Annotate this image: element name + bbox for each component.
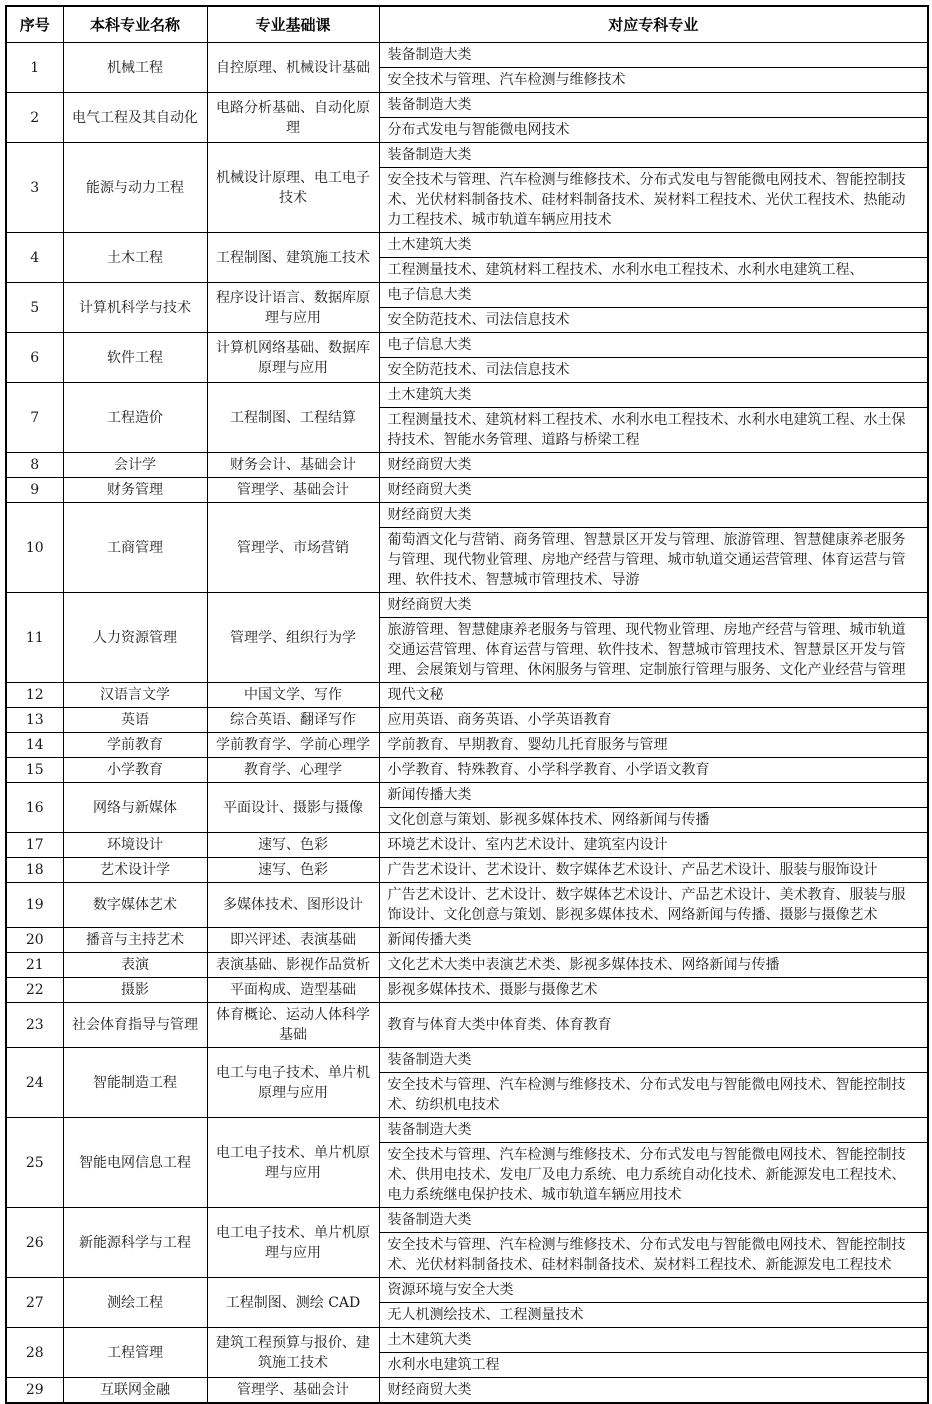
- mapped-majors-wrap: [380, 833, 928, 857]
- foundation-courses-cell: 机械设计原理、电工电子技术: [207, 143, 379, 233]
- mapped-majors-wrap: [380, 858, 928, 882]
- table-row: [6, 233, 928, 283]
- table-row: [6, 43, 928, 93]
- undergrad-major-cell: 播音与主持艺术: [63, 928, 207, 953]
- mapped-majors-wrap: [380, 733, 928, 757]
- mapped-majors-cell: [379, 503, 928, 593]
- table-row: [6, 383, 928, 453]
- mapped-majors-cell: [379, 143, 928, 233]
- table-row: [6, 1118, 928, 1208]
- undergrad-major-cell: 能源与动力工程: [63, 143, 207, 233]
- table-row: [6, 593, 928, 683]
- foundation-courses-cell: 财务会计、基础会计: [207, 453, 379, 478]
- mapped-majors-wrap: [380, 143, 928, 232]
- foundation-courses-cell: 电工电子技术、单片机原理与应用: [207, 1208, 379, 1278]
- mapped-majors-wrap: [380, 503, 928, 592]
- foundation-courses-cell: 计算机网络基础、数据库原理与应用: [207, 333, 379, 383]
- row-number-cell: 4: [6, 233, 63, 283]
- mapped-majors-wrap: [380, 453, 928, 477]
- mapped-majors-cell: [379, 783, 928, 833]
- header-undergrad-major: 本科专业名称: [63, 6, 207, 43]
- table-row: [6, 453, 928, 478]
- mapped-majors-wrap: [380, 233, 928, 282]
- row-number-cell: 13: [6, 708, 63, 733]
- mapped-majors-wrap: [380, 283, 928, 332]
- major-list-subcell: 安全技术与管理、汽车检测与维修技术、分布式发电与智能微电网技术、智能控制技术、供用电技术、发电厂及电力系统、电力系统自动化技术、新能源发电工程技术、电力系统继电保护技术、城市轨道车辆应用技术: [380, 1142, 928, 1207]
- row-number-cell: 7: [6, 383, 63, 453]
- mapped-majors-cell: [379, 1378, 928, 1404]
- undergrad-major-cell: 计算机科学与技术: [63, 283, 207, 333]
- table-row: [6, 928, 928, 953]
- row-number-cell: 16: [6, 783, 63, 833]
- table-row: [6, 93, 928, 143]
- foundation-courses-cell: 综合英语、翻译写作: [207, 708, 379, 733]
- foundation-courses-cell: 多媒体技术、图形设计: [207, 883, 379, 928]
- row-number-cell: 18: [6, 858, 63, 883]
- undergrad-major-cell: 环境设计: [63, 833, 207, 858]
- row-number-cell: 12: [6, 683, 63, 708]
- undergrad-major-cell: 新能源科学与工程: [63, 1208, 207, 1278]
- mapped-majors-wrap: [380, 1278, 928, 1327]
- mapped-majors-wrap: [380, 1003, 928, 1047]
- table-row: [6, 1378, 928, 1404]
- mapped-majors-cell: [379, 333, 928, 383]
- foundation-courses-cell: 体育概论、运动人体科学基础: [207, 1003, 379, 1048]
- table-row: [6, 478, 928, 503]
- mapped-majors-cell: [379, 93, 928, 143]
- undergrad-major-cell: 互联网金融: [63, 1378, 207, 1404]
- major-list-subcell: 无人机测绘技术、工程测量技术: [380, 1302, 928, 1327]
- row-number-cell: 10: [6, 503, 63, 593]
- table-row: [6, 143, 928, 233]
- row-number-cell: 20: [6, 928, 63, 953]
- mapped-majors-wrap: [380, 333, 928, 382]
- major-category-subcell: 电子信息大类: [387, 287, 472, 303]
- row-number-cell: 29: [6, 1378, 63, 1404]
- row-number-cell: 9: [6, 478, 63, 503]
- major-list-subcell: 旅游管理、智慧健康养老服务与管理、现代物业管理、房地产经营与管理、城市轨道交通运营管理、体育运营与管理、软件技术、智慧城市管理技术、智慧景区开发与管理、会展策划与管理、休闲服务与管理、定制旅行管理与服务、文化产业经营与管理: [380, 617, 928, 682]
- undergrad-major-cell: 测绘工程: [63, 1278, 207, 1328]
- foundation-courses-cell: 建筑工程预算与报价、建筑施工技术: [207, 1328, 379, 1378]
- major-category-subcell: 资源环境与安全大类: [387, 1282, 514, 1298]
- major-list-subcell: 文化创意与策划、影视多媒体技术、网络新闻与传播: [380, 807, 928, 832]
- foundation-courses-cell: 电工与电子技术、单片机原理与应用: [207, 1048, 379, 1118]
- mapped-majors-wrap: [380, 43, 928, 92]
- table-row: [6, 833, 928, 858]
- major-category-subcell: 装备制造大类: [387, 147, 472, 163]
- mapped-majors-wrap: [380, 593, 928, 682]
- undergrad-major-cell: 汉语言文学: [63, 683, 207, 708]
- undergrad-major-cell: 软件工程: [63, 333, 207, 383]
- mapped-majors-wrap: [380, 1118, 928, 1207]
- row-number-cell: 27: [6, 1278, 63, 1328]
- row-number-cell: 15: [6, 758, 63, 783]
- foundation-courses-cell: 速写、色彩: [207, 833, 379, 858]
- foundation-courses-cell: 平面设计、摄影与摄像: [207, 783, 379, 833]
- mapped-majors-wrap: [380, 783, 928, 832]
- undergrad-major-cell: 会计学: [63, 453, 207, 478]
- major-list-subcell: 环境艺术设计、室内艺术设计、建筑室内设计: [387, 837, 668, 853]
- mapped-majors-cell: [379, 683, 928, 708]
- major-list-subcell: 现代文秘: [387, 687, 444, 703]
- mapped-majors-cell: [379, 978, 928, 1003]
- row-number-cell: 28: [6, 1328, 63, 1378]
- major-list-subcell: 葡萄酒文化与营销、商务管理、智慧景区开发与管理、旅游管理、智慧健康养老服务与管理、现代物业管理、房地产经营与管理、城市轨道交通运营管理、体育运营与管理、软件技术、智慧城市管理技术、导游: [380, 527, 928, 592]
- major-category-subcell: 财经商贸大类: [387, 507, 472, 523]
- foundation-courses-cell: 工程制图、工程结算: [207, 383, 379, 453]
- undergrad-major-cell: 英语: [63, 708, 207, 733]
- undergrad-major-cell: 工程造价: [63, 383, 207, 453]
- row-number-cell: 19: [6, 883, 63, 928]
- major-list-subcell: 分布式发电与智能微电网技术: [380, 117, 928, 142]
- table-row: [6, 1003, 928, 1048]
- table-row: [6, 783, 928, 833]
- row-number-cell: 3: [6, 143, 63, 233]
- major-list-subcell: 应用英语、商务英语、小学英语教育: [387, 712, 612, 728]
- major-list-subcell: 安全防范技术、司法信息技术: [380, 357, 928, 382]
- mapped-majors-cell: [379, 1118, 928, 1208]
- undergrad-major-cell: 摄影: [63, 978, 207, 1003]
- mapped-majors-cell: [379, 593, 928, 683]
- undergrad-major-cell: 学前教育: [63, 733, 207, 758]
- foundation-courses-cell: 平面构成、造型基础: [207, 978, 379, 1003]
- foundation-courses-cell: 速写、色彩: [207, 858, 379, 883]
- table-row: [6, 978, 928, 1003]
- major-list-subcell: 财经商贸大类: [387, 482, 472, 498]
- undergrad-major-cell: 数字媒体艺术: [63, 883, 207, 928]
- foundation-courses-cell: 工程制图、测绘 CAD: [207, 1278, 379, 1328]
- major-list-subcell: 新闻传播大类: [387, 932, 472, 948]
- row-number-cell: 26: [6, 1208, 63, 1278]
- major-list-subcell: 安全技术与管理、汽车检测与维修技术、分布式发电与智能微电网技术、智能控制技术、纺织机电技术: [380, 1072, 928, 1117]
- major-category-subcell: 装备制造大类: [387, 1212, 472, 1228]
- mapped-majors-wrap: [380, 883, 928, 927]
- row-number-cell: 14: [6, 733, 63, 758]
- undergrad-major-cell: 工程管理: [63, 1328, 207, 1378]
- major-category-subcell: 装备制造大类: [387, 47, 472, 63]
- foundation-courses-cell: 即兴评述、表演基础: [207, 928, 379, 953]
- mapped-majors-wrap: [380, 683, 928, 707]
- row-number-cell: 23: [6, 1003, 63, 1048]
- major-list-subcell: 学前教育、早期教育、婴幼儿托育服务与管理: [387, 737, 668, 753]
- mapped-majors-wrap: [380, 383, 928, 452]
- row-number-cell: 21: [6, 953, 63, 978]
- table-row: [6, 758, 928, 783]
- foundation-courses-cell: 中国文学、写作: [207, 683, 379, 708]
- foundation-courses-cell: 自控原理、机械设计基础: [207, 43, 379, 93]
- major-list-subcell: 影视多媒体技术、摄影与摄像艺术: [387, 982, 598, 998]
- row-number-cell: 24: [6, 1048, 63, 1118]
- mapped-majors-cell: [379, 833, 928, 858]
- mapped-majors-cell: [379, 733, 928, 758]
- undergrad-major-cell: 电气工程及其自动化: [63, 93, 207, 143]
- row-number-cell: 22: [6, 978, 63, 1003]
- major-list-subcell: 水利水电建筑工程: [380, 1352, 928, 1377]
- majors-mapping-table: [5, 5, 929, 1404]
- major-list-subcell: 财经商贸大类: [387, 1382, 472, 1398]
- table-row: [6, 1208, 928, 1278]
- major-category-subcell: 财经商贸大类: [387, 597, 472, 613]
- row-number-cell: 11: [6, 593, 63, 683]
- undergrad-major-cell: 土木工程: [63, 233, 207, 283]
- major-category-subcell: 装备制造大类: [387, 1052, 472, 1068]
- major-list-subcell: 工程测量技术、建筑材料工程技术、水利水电工程技术、水利水电建筑工程、: [380, 257, 928, 282]
- major-list-subcell: 广告艺术设计、艺术设计、数字媒体艺术设计、产品艺术设计、服装与服饰设计: [387, 862, 878, 878]
- table-body: [6, 43, 928, 1404]
- undergrad-major-cell: 智能电网信息工程: [63, 1118, 207, 1208]
- table-row: [6, 503, 928, 593]
- major-list-subcell: 文化艺术大类中表演艺术类、影视多媒体技术、网络新闻与传播: [387, 957, 780, 973]
- mapped-majors-cell: [379, 858, 928, 883]
- major-category-subcell: 电子信息大类: [387, 337, 472, 353]
- table-row: [6, 708, 928, 733]
- foundation-courses-cell: 管理学、基础会计: [207, 1378, 379, 1404]
- row-number-cell: 1: [6, 43, 63, 93]
- foundation-courses-cell: 电工电子技术、单片机原理与应用: [207, 1118, 379, 1208]
- row-number-cell: 17: [6, 833, 63, 858]
- undergrad-major-cell: 财务管理: [63, 478, 207, 503]
- major-list-subcell: 安全技术与管理、汽车检测与维修技术、分布式发电与智能微电网技术、智能控制技术、光伏材料制备技术、硅材料制备技术、炭材料工程技术、新能源发电工程技术: [380, 1232, 928, 1277]
- table-row: [6, 953, 928, 978]
- table-row: [6, 1328, 928, 1378]
- foundation-courses-cell: 表演基础、影视作品赏析: [207, 953, 379, 978]
- header-mapped-college-majors: 对应专科专业: [379, 6, 928, 43]
- major-category-subcell: 新闻传播大类: [387, 787, 472, 803]
- mapped-majors-cell: [379, 1003, 928, 1048]
- major-category-subcell: 土木建筑大类: [387, 1332, 472, 1348]
- table-row: [6, 733, 928, 758]
- undergrad-major-cell: 表演: [63, 953, 207, 978]
- mapped-majors-wrap: [380, 978, 928, 1002]
- mapped-majors-cell: [379, 1278, 928, 1328]
- undergrad-major-cell: 智能制造工程: [63, 1048, 207, 1118]
- row-number-cell: 5: [6, 283, 63, 333]
- mapped-majors-cell: [379, 953, 928, 978]
- undergrad-major-cell: 网络与新媒体: [63, 783, 207, 833]
- major-list-subcell: 财经商贸大类: [387, 457, 472, 473]
- major-category-subcell: 土木建筑大类: [387, 237, 472, 253]
- mapped-majors-wrap: [380, 708, 928, 732]
- table-row: [6, 333, 928, 383]
- table-row: [6, 283, 928, 333]
- major-list-subcell: 安全防范技术、司法信息技术: [380, 307, 928, 332]
- undergrad-major-cell: 社会体育指导与管理: [63, 1003, 207, 1048]
- mapped-majors-cell: [379, 383, 928, 453]
- foundation-courses-cell: 教育学、心理学: [207, 758, 379, 783]
- mapped-majors-cell: [379, 478, 928, 503]
- mapped-majors-wrap: [380, 1378, 928, 1402]
- undergrad-major-cell: 人力资源管理: [63, 593, 207, 683]
- major-category-subcell: 装备制造大类: [387, 1122, 472, 1138]
- foundation-courses-cell: 学前教育学、学前心理学: [207, 733, 379, 758]
- table-row: [6, 858, 928, 883]
- header-row: [6, 6, 928, 43]
- mapped-majors-cell: [379, 883, 928, 928]
- mapped-majors-cell: [379, 1048, 928, 1118]
- major-list-subcell: 教育与体育大类中体育类、体育教育: [387, 1017, 612, 1033]
- mapped-majors-cell: [379, 453, 928, 478]
- major-list-subcell: 广告艺术设计、艺术设计、数字媒体艺术设计、产品艺术设计、美术教育、服装与服饰设计、文化创意与策划、影视多媒体技术、网络新闻与传播、摄影与摄像艺术: [387, 887, 906, 923]
- table-row: [6, 1278, 928, 1328]
- mapped-majors-cell: [379, 758, 928, 783]
- row-number-cell: 25: [6, 1118, 63, 1208]
- mapped-majors-cell: [379, 43, 928, 93]
- major-list-subcell: 安全技术与管理、汽车检测与维修技术: [380, 67, 928, 92]
- row-number-cell: 6: [6, 333, 63, 383]
- mapped-majors-wrap: [380, 1328, 928, 1377]
- table-row: [6, 1048, 928, 1118]
- foundation-courses-cell: 管理学、市场营销: [207, 503, 379, 593]
- header-foundation-courses: 专业基础课: [207, 6, 379, 43]
- mapped-majors-cell: [379, 233, 928, 283]
- mapped-majors-cell: [379, 708, 928, 733]
- major-category-subcell: 装备制造大类: [387, 97, 472, 113]
- mapped-majors-wrap: [380, 953, 928, 977]
- row-number-cell: 2: [6, 93, 63, 143]
- row-number-cell: 8: [6, 453, 63, 478]
- mapped-majors-cell: [379, 1208, 928, 1278]
- mapped-majors-wrap: [380, 758, 928, 782]
- mapped-majors-cell: [379, 928, 928, 953]
- table-row: [6, 883, 928, 928]
- mapped-majors-cell: [379, 283, 928, 333]
- mapped-majors-wrap: [380, 93, 928, 142]
- mapped-majors-wrap: [380, 1048, 928, 1117]
- foundation-courses-cell: 管理学、组织行为学: [207, 593, 379, 683]
- foundation-courses-cell: 电路分析基础、自动化原理: [207, 93, 379, 143]
- header-serial-number: 序号: [6, 6, 63, 43]
- foundation-courses-cell: 管理学、基础会计: [207, 478, 379, 503]
- mapped-majors-wrap: [380, 928, 928, 952]
- mapped-majors-wrap: [380, 1208, 928, 1277]
- foundation-courses-cell: 程序设计语言、数据库原理与应用: [207, 283, 379, 333]
- major-list-subcell: 安全技术与管理、汽车检测与维修技术、分布式发电与智能微电网技术、智能控制技术、光伏材料制备技术、硅材料制备技术、炭材料工程技术、光伏工程技术、热能动力工程技术、城市轨道车辆应用技术: [380, 167, 928, 232]
- major-category-subcell: 土木建筑大类: [387, 387, 472, 403]
- undergrad-major-cell: 机械工程: [63, 43, 207, 93]
- major-list-subcell: 小学教育、特殊教育、小学科学教育、小学语文教育: [387, 762, 710, 778]
- table-row: [6, 683, 928, 708]
- foundation-courses-cell: 工程制图、建筑施工技术: [207, 233, 379, 283]
- major-list-subcell: 工程测量技术、建筑材料工程技术、水利水电工程技术、水利水电建筑工程、水土保持技术、智能水务管理、道路与桥梁工程: [380, 407, 928, 452]
- undergrad-major-cell: 工商管理: [63, 503, 207, 593]
- mapped-majors-wrap: [380, 478, 928, 502]
- undergrad-major-cell: 小学教育: [63, 758, 207, 783]
- mapped-majors-cell: [379, 1328, 928, 1378]
- undergrad-major-cell: 艺术设计学: [63, 858, 207, 883]
